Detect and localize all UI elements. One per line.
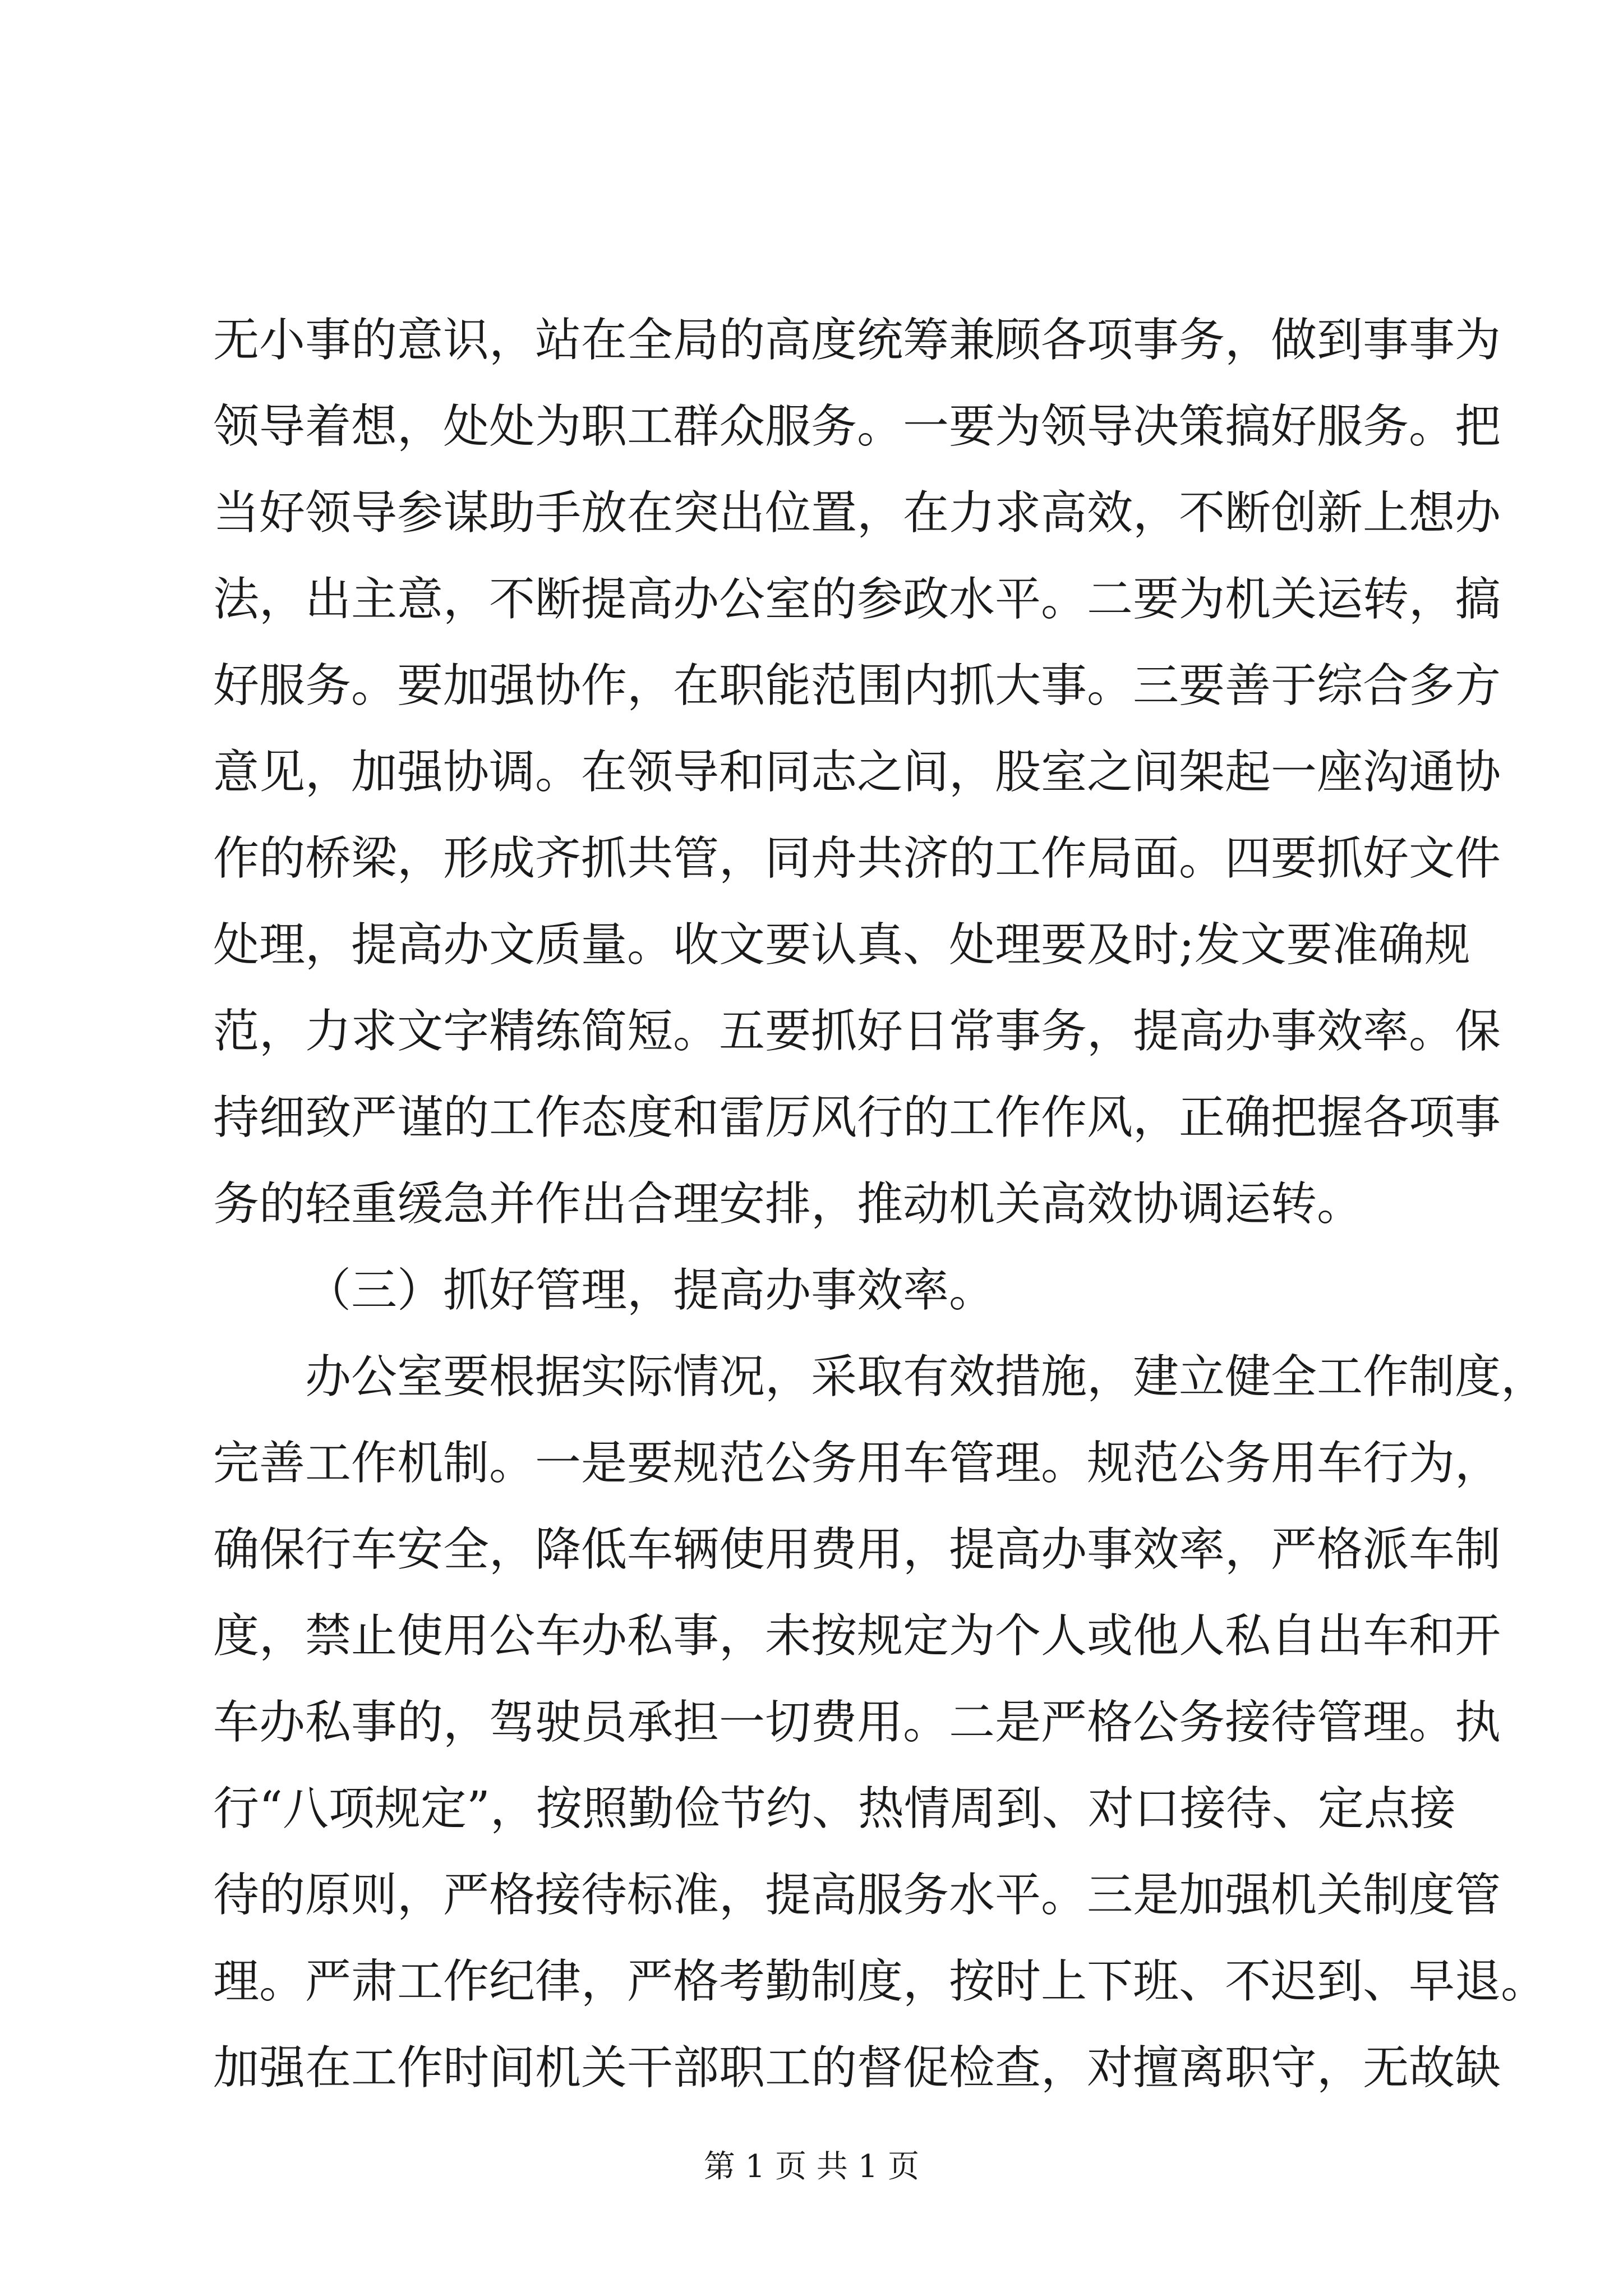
text-line: 法，出主意，不断提高办公室的参政水平。二要为机关运转，搞 xyxy=(213,573,1501,626)
text-line: 务的轻重缓急并作出合理安排，推动机关高效协调运转。 xyxy=(213,1177,1363,1231)
text-line: 领导着想，处处为职工群众服务。一要为领导决策搞好服务。把 xyxy=(213,400,1501,453)
paragraph xyxy=(213,297,1501,1248)
text-line: 处理，提高办文质量。收文要认真、处理要及时;发文要准确规 xyxy=(213,918,1470,972)
page-footer: 第 1 页 共 1 页 xyxy=(703,2148,920,2185)
text-line: 加强在工作时间机关干部职工的督促检查，对擅离职守，无故缺 xyxy=(213,2041,1501,2095)
text-line: 好服务。要加强协作，在职能范围内抓大事。三要善于综合多方 xyxy=(213,659,1501,712)
paragraph xyxy=(213,1334,1547,2111)
text-line: 理。严肃工作纪律，严格考勤制度，按时上下班、不迟到、早退。 xyxy=(213,1955,1547,2008)
text-line: 办公室要根据实际情况，采取有效措施，建立健全工作制度， xyxy=(305,1350,1547,1404)
text-line: 确保行车安全，降低车辆使用费用，提高办事效率，严格派车制 xyxy=(213,1523,1501,1576)
text-line: 完善工作机制。一是要规范公务用车管理。规范公务用车行为， xyxy=(213,1437,1501,1490)
text-line: 意见，加强协调。在领导和同志之间，股室之间架起一座沟通协 xyxy=(213,746,1501,799)
text-line: （三）抓好管理，提高办事效率。 xyxy=(305,1264,995,1317)
paragraph xyxy=(213,1248,1413,1334)
text-line: 作的桥梁，形成齐抓共管，同舟共济的工作局面。四要抓好文件 xyxy=(213,832,1501,885)
text-line: 待的原则，严格接待标准，提高服务水平。三是加强机关制度管 xyxy=(213,1869,1501,1922)
text-line: 持细致严谨的工作态度和雷厉风行的工作作风，正确把握各项事 xyxy=(213,1091,1501,1144)
text-line: 行“八项规定”，按照勤俭节约、热情周到、对口接待、定点接 xyxy=(213,1782,1456,1835)
text-line: 无小事的意识，站在全局的高度统筹兼顾各项事务，做到事事为 xyxy=(213,314,1501,367)
text-line: 度，禁止使用公车办私事，未按规定为个人或他人私自出车和开 xyxy=(213,1609,1501,1663)
text-line: 范，力求文字精练简短。五要抓好日常事务，提高办事效率。保 xyxy=(213,1005,1501,1058)
text-line: 当好领导参谋助手放在突出位置，在力求高效，不断创新上想办 xyxy=(213,486,1501,540)
text-line: 车办私事的，驾驶员承担一切费用。二是严格公务接待管理。执 xyxy=(213,1696,1501,1749)
document-body xyxy=(213,297,1547,2111)
